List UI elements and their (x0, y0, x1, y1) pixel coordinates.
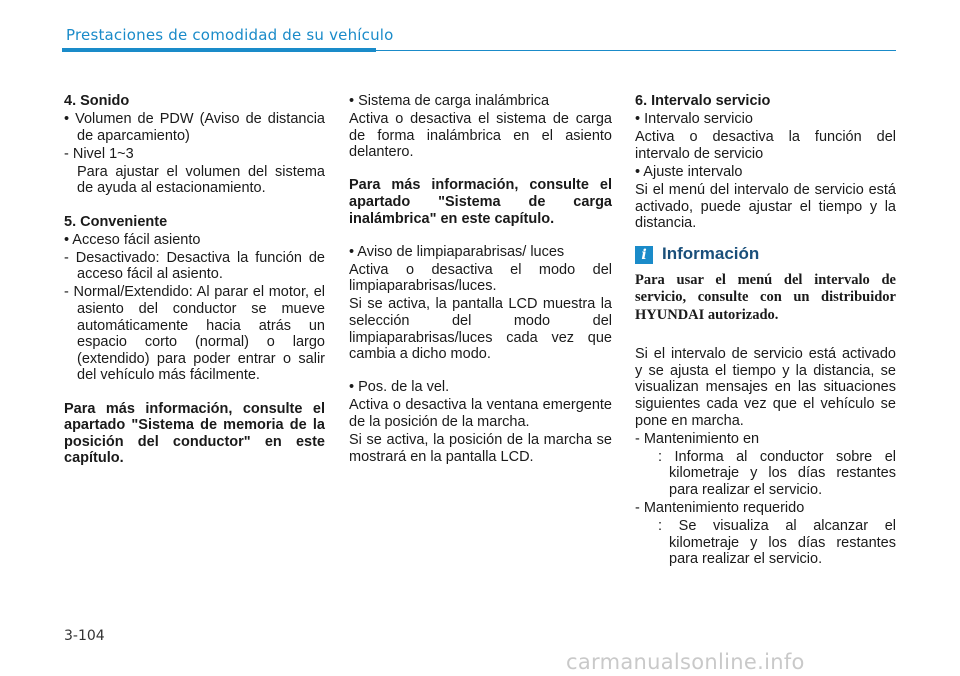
column-left (64, 93, 325, 467)
section-title-intervalo: 6. Intervalo servicio (635, 93, 771, 109)
pos-vel-description-2: Si se activa, la posición de la marcha se mostrará en la pantalla LCD. (349, 432, 612, 465)
bullet-carga-inalambrica: • Sistema de carga inalámbrica (349, 93, 550, 109)
section-title-conveniente: 5. Conveniente (64, 213, 168, 230)
dash-normal-extendido: - Normal/Extendido: Al parar el motor, el asiento del conductor se mueve automáticamente hacia atrás un espacio corto (normal) o largo (extendido) para poder entrar o salir del vehículo más fácilmente. (64, 284, 325, 384)
mantenimiento-requerido-description: : Se visualiza al alcanzar el kilometraje y los días restantes para realizar el servicio. (658, 518, 896, 568)
pos-vel-description-1: Activa o desactiva la ventana emergente de la posición de la marcha. (349, 397, 612, 430)
header-rule-thin (376, 50, 896, 51)
dash-desactivado: - Desactivado: Desactiva la función de acceso fácil al asiento. (64, 249, 325, 283)
mantenimiento-en-description: : Informa al conductor sobre el kilometraje y los días restantes para realizar el servicio. (658, 448, 896, 498)
limpiaparabrisas-description-2: Si se activa, la pantalla LCD muestra la selección del modo del limpiaparabrisas/luces cada vez que cambia a dicho modo. (349, 296, 612, 363)
ajuste-description: Si el menú del intervalo de servicio está activado, puede ajustar el tiempo y la distancia. (635, 181, 896, 232)
dash-mantenimiento-en: - Mantenimiento en (635, 430, 760, 447)
bullet-pdw-volume: • Volumen de PDW (Aviso de distancia de aparcamiento) (64, 111, 325, 144)
bullet-pos-vel: • Pos. de la vel. (349, 379, 450, 396)
info-body: Si el intervalo de servicio está activado y se ajusta el tiempo y la distancia, se visualizan mensajes en las situaciones siguientes cada vez que el vehículo se pone en marcha. (635, 346, 896, 429)
page-number: 3-104 (64, 628, 105, 644)
info-icon: i (635, 246, 653, 264)
column-right (635, 93, 896, 568)
bullet-intervalo-servicio: • Intervalo servicio (635, 111, 753, 128)
note-memoria-posicion: Para más información, consulte el apartado "Sistema de memoria de la posición del conductor" en este capítulo. (64, 400, 325, 467)
intervalo-description: Activa o desactiva la función del intervalo de servicio (635, 129, 896, 162)
header-rule-thick (62, 48, 376, 52)
bullet-aviso-limpiaparabrisas: • Aviso de limpiaparabrisas/ luces (349, 243, 565, 260)
nivel-description: Para ajustar el volumen del sistema de ayuda al estacionamiento. (77, 163, 325, 197)
info-text: Para usar el menú del intervalo de servicio, consulte con un distribuidor HYUNDAI autorizado. (635, 271, 896, 323)
bullet-ajuste-intervalo: • Ajuste intervalo (635, 163, 743, 180)
column-middle (349, 93, 612, 465)
info-box-header (635, 246, 896, 264)
dash-nivel: - Nivel 1~3 (64, 145, 134, 162)
carga-description: Activa o desactiva el sistema de carga de forma inalámbrica en el asiento delantero. (349, 111, 612, 161)
section-header: Prestaciones de comodidad de su vehículo (66, 26, 394, 44)
limpiaparabrisas-description-1: Activa o desactiva el modo del limpiaparabrisas/luces. (349, 261, 612, 295)
dash-mantenimiento-requerido: - Mantenimiento requerido (635, 500, 805, 517)
info-title: Información (662, 244, 760, 264)
watermark: carmanualsonline.info (566, 650, 805, 674)
bullet-acceso-facil: • Acceso fácil asiento (64, 231, 201, 248)
note-carga-inalambrica: Para más información, consulte el apartado "Sistema de carga inalámbrica" en este capítulo. (349, 177, 612, 227)
section-title-sonido: 4. Sonido (64, 93, 130, 109)
